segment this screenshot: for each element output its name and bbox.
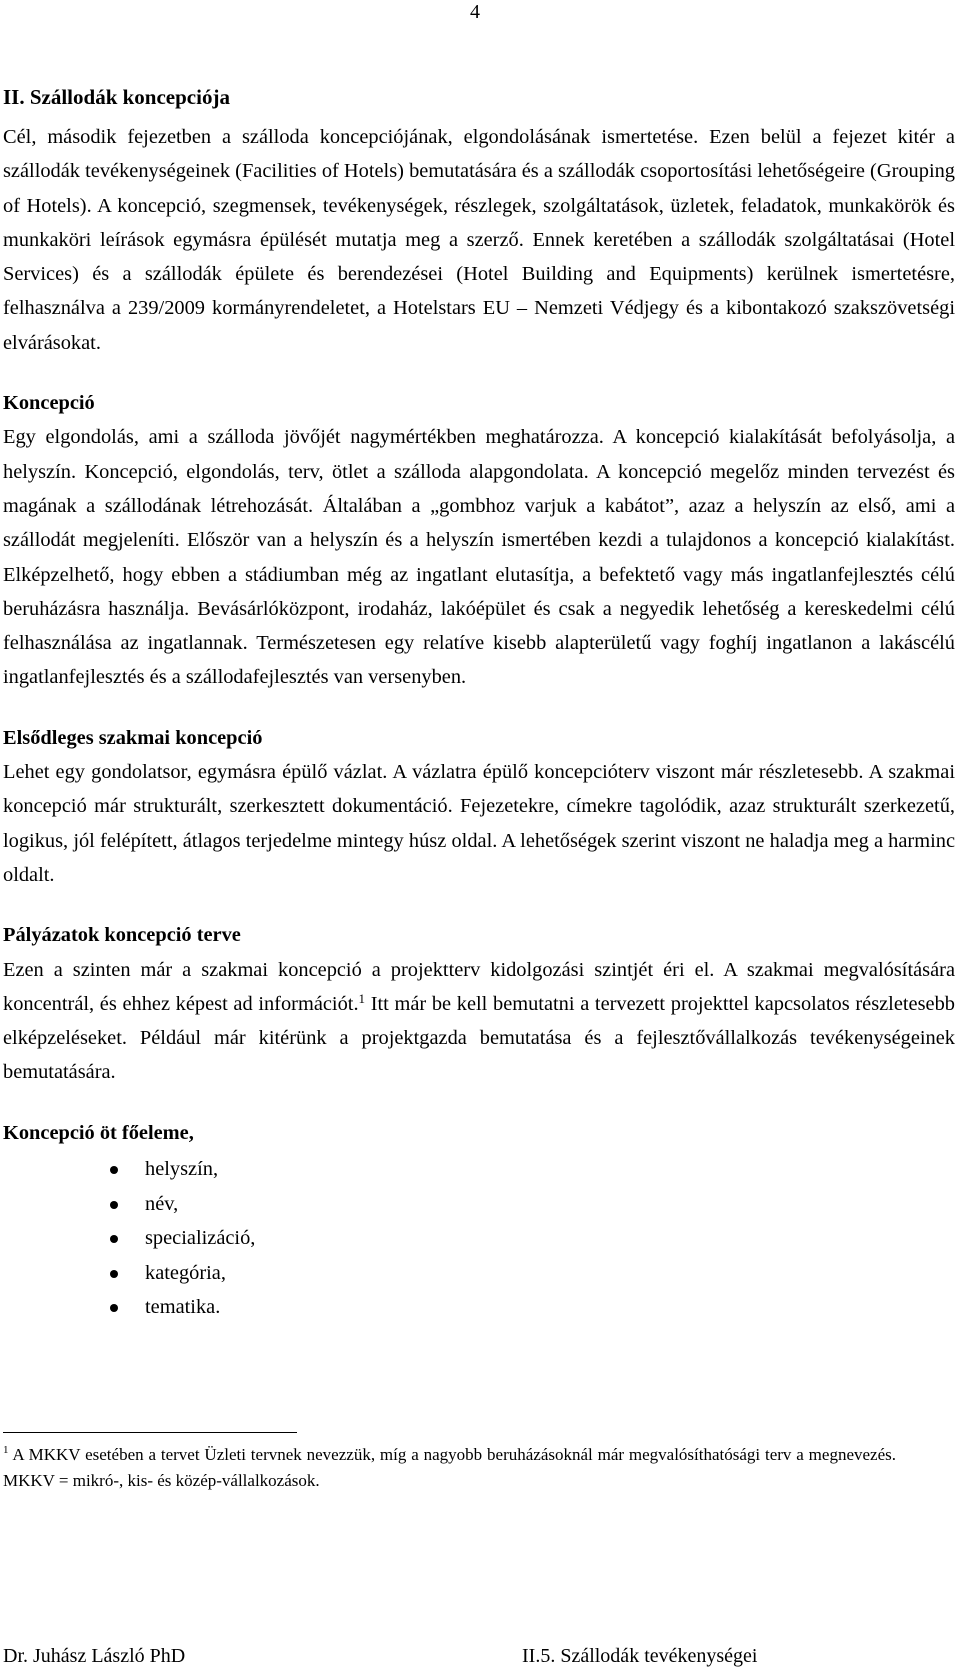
section-title-elsodleges: Elsődleges szakmai koncepció [3, 726, 263, 749]
page-number: 4 [470, 1, 480, 23]
section-title-palyazatok: Pályázatok koncepció terve [3, 924, 241, 947]
list-item: kategória, [145, 1256, 955, 1291]
document-body [3, 80, 955, 1325]
intro-paragraph: Cél, második fejezetben a szálloda koncepciójának, elgondolásának ismertetése. Ezen belül a fejezet kitér a szállodák tevékenységeinek (Facilities of Hotels) bemutatására és a szállodák csoportosítási lehetőségeire (Grouping of Hotels). A koncepció, szegmensek, tevékenységek, részlegek, szolgáltatások, üzletek, feladatok, munkakörök és munkaköri leírások egymásra épülését mutatja meg a szerző. Ennek keretében a szállodák szolgáltatásai (Hotel Services) és a szállodák épülete és berendezései (Hotel Building and Equipments) kerülnek ismertetésre, felhasználva a 239/2009 kormányrendeletet, a Hotelstars EU – Nemzeti Védjegy és a kibontakozó szakszövetségi elvárásokat. [3, 126, 955, 354]
section-body-palyazatok [3, 953, 955, 1090]
list-item: specializáció, [145, 1221, 955, 1256]
section-palyazatok [3, 918, 955, 1089]
list-item: helyszín, [145, 1152, 955, 1187]
bullet-icon [110, 1166, 118, 1174]
footnote [3, 1442, 896, 1494]
palyazatok-text-2: Itt már be kell bemutatni a tervezett projekttel kapcsolatos részletesebb elképzeléseket. Például már kitérünk a projektgazda bemutatása és a fejlesztővállalkozás tevékenységeinek bemutatására. [3, 992, 955, 1084]
palyazatok-text-1: Ezen a szinten már a szakmai koncepció a projektterv kidolgozási szintjét éri el. A szakmai megvalósítására koncentrál, és ehhez képest ad információt. [3, 958, 955, 1015]
footnote-number: 1 [3, 1444, 9, 1456]
list-item: név, [145, 1187, 955, 1222]
footer-author: Dr. Juhász László PhD [3, 1645, 186, 1667]
section-ot-foeleme [3, 1116, 955, 1325]
section-body-elsodleges: Lehet egy gondolatsor, egymásra épülő vázlat. A vázlatra épülő koncepcióterv viszont már részletesebb. A szakmai koncepció már strukturált, szerkesztett dokumentáció. Fejezetekre, címekre tagolódik, azaz strukturált szerkezetű, logikus, jól felépített, átlagos terjedelme mintegy húsz oldal. A lehetőségek szerint viszont ne haladja meg a harminc oldalt. [3, 761, 955, 886]
chapter-title: II. Szállodák koncepciója [3, 85, 230, 109]
footnote-text: A MKKV esetében a tervet Üzleti tervnek nevezzük, míg a nagyobb beruházásoknál már megvalósíthatósági terv a megnevezés. MKKV = mikró-, kis- és közép-vállalkozások. [3, 1445, 896, 1490]
section-title-ot-foeleme: Koncepció öt főeleme, [3, 1121, 194, 1144]
section-elsodleges [3, 721, 955, 892]
bullet-icon [110, 1235, 118, 1243]
footer-section: II.5. Szállodák tevékenységei [522, 1645, 758, 1667]
footnote-divider [3, 1432, 297, 1433]
list-item: tematika. [145, 1290, 955, 1325]
bullet-icon [110, 1270, 118, 1278]
footnote-reference[interactable]: 1 [358, 990, 366, 1006]
bullet-icon [110, 1201, 118, 1209]
concept-elements-list [3, 1152, 955, 1325]
section-title-koncepcio: Koncepció [3, 392, 95, 415]
section-koncepcio [3, 386, 955, 695]
section-body-koncepcio: Egy elgondolás, ami a szálloda jövőjét nagymértékben meghatározza. A koncepció kialakítását befolyásolja, a helyszín. Koncepció, elgondolás, terv, ötlet a szálloda alapgondolata. A koncepció megelőz minden tervezést és magának a szállodának létrehozását. Általában a „gombhoz varjuk a kabátot”, azaz a helyszín az első, ami a szállodát megjeleníti. Először van a helyszín és a helyszín ismertében kezdi a tulajdonos a koncepció kialakítást. Elképzelhető, hogy ebben a stádiumban még az ingatlant elutasítja, a befektető vagy más ingatlanfejlesztés célú beruházásra használja. Bevásárlóközpont, irodaház, lakóépület és csak a negyedik lehetőség a kereskedelmi célú felhasználása az ingatlannak. Természetesen egy relatíve kisebb alapterületű vagy foghíj ingatlanon a lakáscélú ingatlanfejlesztés és a szállodafejlesztés van versenyben. [3, 426, 955, 689]
bullet-icon [110, 1304, 118, 1312]
